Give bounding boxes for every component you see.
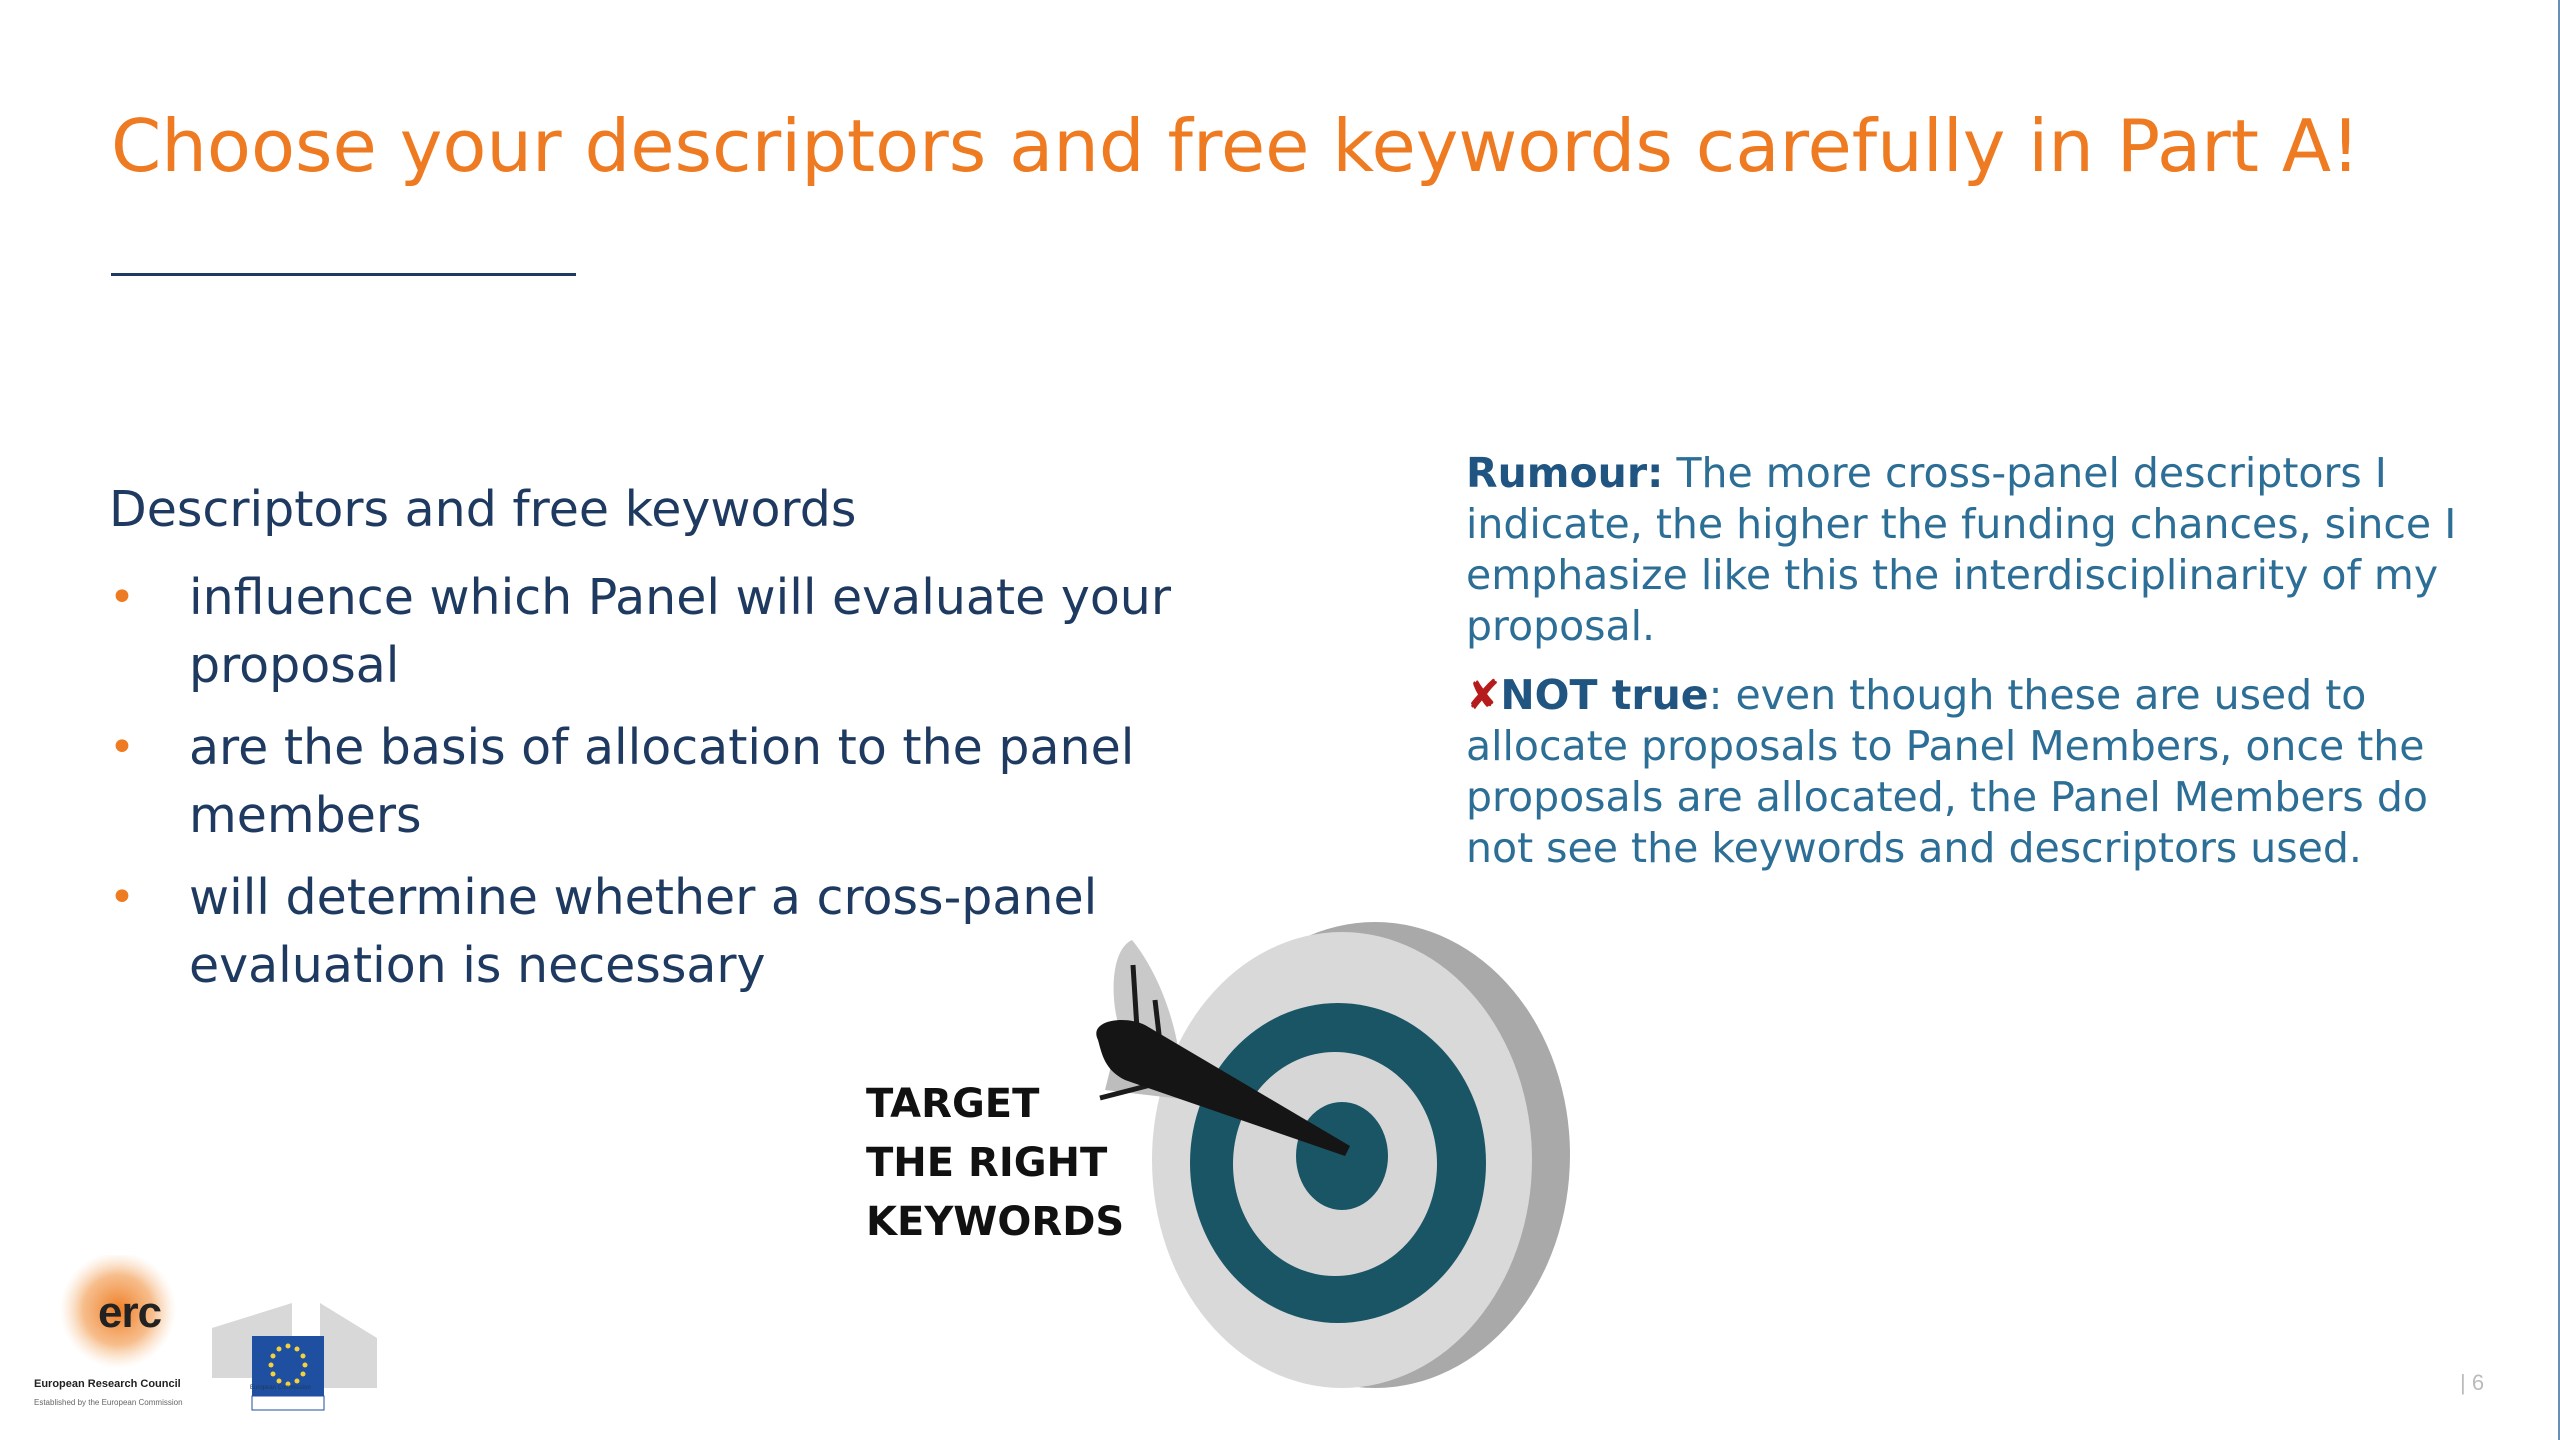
title-underline [111, 273, 576, 276]
rumour-text: The more cross-panel descriptors I indicate, the higher the funding chances, since I emphasize like this the interdisciplinarity of my proposal. [1466, 449, 2457, 650]
slide-title: Choose your descriptors and free keywords carefully in Part A! [111, 104, 2360, 188]
fact-label: NOT true [1500, 671, 1709, 719]
list-item [109, 714, 1349, 850]
target-line: TARGET [866, 1081, 1040, 1127]
rumour-label: Rumour: [1466, 449, 1664, 497]
bullet-dot: • [109, 872, 135, 923]
list-item [109, 564, 1349, 700]
rumour-paragraph [1466, 448, 2476, 652]
eu-flag-icon [212, 1298, 382, 1413]
erc-wordmark: erc [98, 1288, 162, 1337]
target-line: THE RIGHT [866, 1140, 1108, 1186]
erc-established-label: Established by the European Commission [34, 1398, 183, 1407]
erc-council-label: European Research Council [34, 1378, 181, 1390]
dart-target-icon [1070, 920, 1590, 1410]
bullet-dot: • [109, 572, 135, 623]
target-line: KEYWORDS [866, 1199, 1125, 1245]
cross-icon: ✘ [1466, 671, 1501, 719]
bullet-dot: • [109, 722, 135, 773]
rumour-callout [1466, 448, 2476, 874]
bullet-text: are the basis of allocation to the panel members [189, 719, 1135, 844]
page-number: | 6 [2460, 1370, 2485, 1395]
fact-text: : even though these are used to allocate proposals to Panel Members, once the proposals are allocated, the Panel Members do not see the keywords and descriptors used. [1466, 671, 2428, 872]
fact-paragraph [1466, 670, 2476, 874]
ec-label: European Commission [250, 1385, 311, 1391]
descriptors-intro: Descriptors and free keywords [109, 481, 857, 538]
bullet-text: influence which Panel will evaluate your proposal [189, 569, 1172, 694]
bullet-text: will determine whether a cross-panel evaluation is necessary [189, 869, 1098, 994]
